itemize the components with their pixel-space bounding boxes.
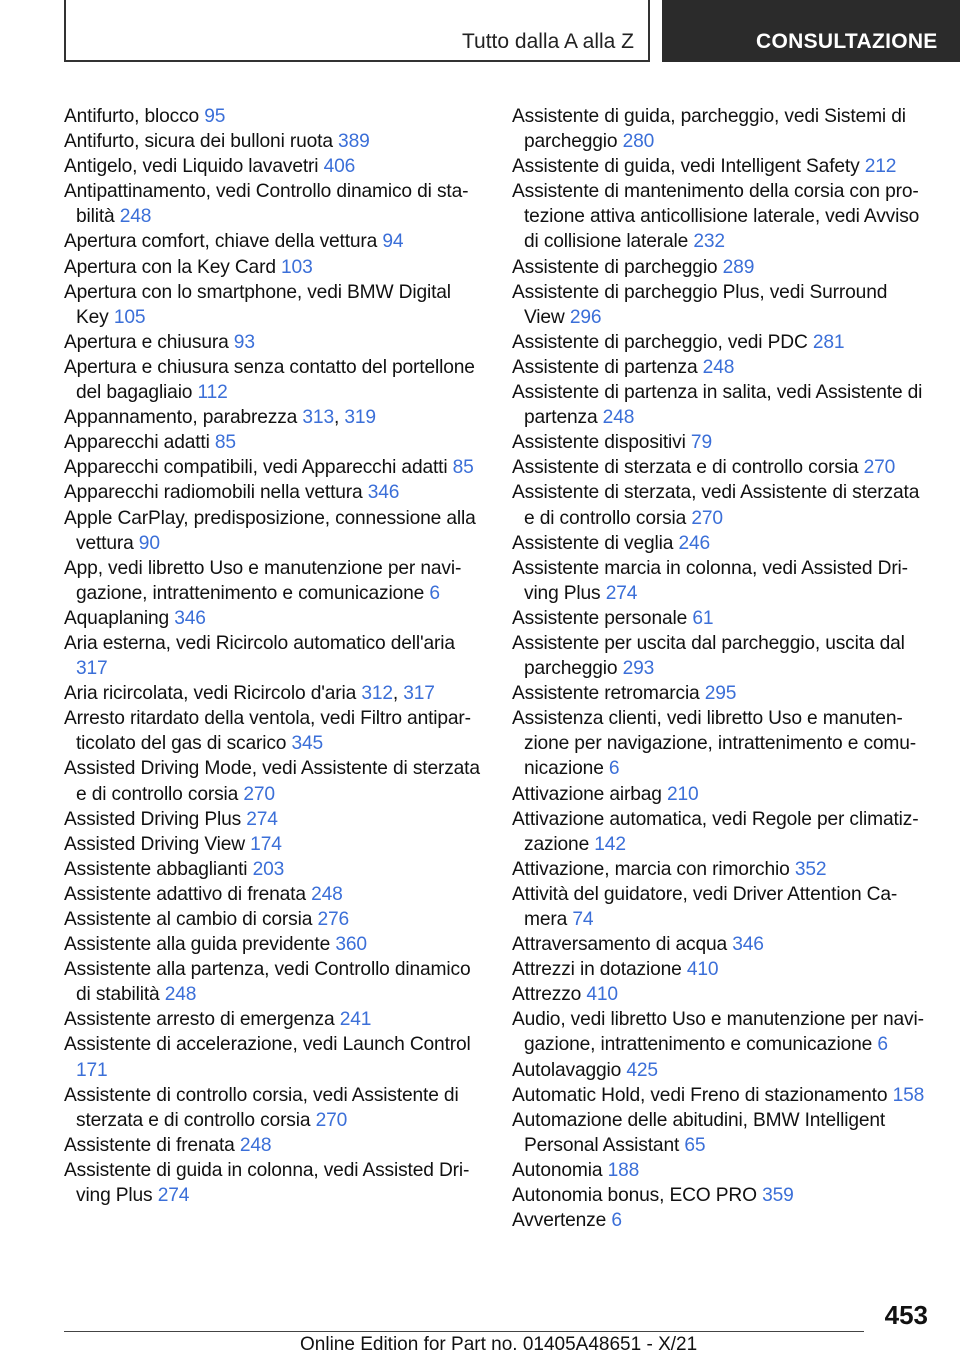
index-entry-text: Assistente marcia in colonna, vedi Assisted Driving Plus (512, 557, 909, 604)
index-entry-text: Antigelo, vedi Liquido lavavetri (64, 156, 319, 178)
page-link[interactable]: 270 (315, 1109, 348, 1131)
index-entry (512, 455, 932, 480)
page-link[interactable]: 359 (762, 1185, 794, 1207)
index-entry (64, 104, 484, 129)
page-link[interactable]: 276 (317, 909, 350, 930)
index-entry-text: Avvertenze (512, 1210, 607, 1232)
index-entry-text: Attrezzo (512, 984, 582, 1006)
index-entry (64, 1032, 484, 1082)
index-entry (64, 1133, 484, 1158)
index-entry-text: Assistente dispositivi (512, 432, 686, 454)
index-entry-text: Assisted Driving Mode, vedi Assistente di sterzata e di controllo corsia (64, 758, 480, 805)
page-link[interactable]: 346 (732, 934, 764, 956)
page-link[interactable]: 174 (250, 833, 282, 855)
index-entry (64, 807, 484, 832)
index-entry (512, 807, 932, 857)
page-link[interactable]: 274 (157, 1185, 190, 1207)
index-entry (64, 556, 484, 606)
page-link[interactable]: 90 (138, 532, 160, 554)
page-link[interactable]: 6 (877, 1034, 888, 1056)
page-link[interactable]: 105 (113, 306, 146, 328)
index-entry (64, 606, 484, 631)
index-entry (512, 179, 932, 254)
index-entry-text: Attività del guidatore, vedi Driver Attention Camera (512, 883, 898, 930)
index-entry-text: Aria esterna, vedi Ricircolo automatico dell'aria (64, 632, 455, 654)
page-link[interactable]: 281 (812, 331, 845, 353)
index-entry-text: Attivazione airbag (512, 783, 662, 805)
index-entry-text: Autonomia (512, 1159, 603, 1181)
index-entry-text: Assistente di partenza (512, 356, 698, 378)
index-entry-text: Automazione delle abitudini, BMW Intelligent Personal Assistant (512, 1109, 886, 1156)
page-link[interactable]: 280 (622, 131, 655, 153)
index-entry (64, 355, 484, 405)
footer-edition: Online Edition for Part no. 01405A48651 - X/21 (300, 1334, 698, 1355)
index-entry-text: Assistente di sterzata e di controllo corsia (512, 457, 859, 479)
index-entry-text: Appannamento, parabrezza (64, 407, 298, 429)
index-entry-text: Assistente alla partenza, vedi Controllo dinamico di stabilità (64, 959, 471, 1006)
index-entry (64, 506, 484, 556)
page-link[interactable]: 248 (164, 984, 197, 1006)
index-entry-text: Assisted Driving View (64, 833, 245, 855)
index-entry (64, 706, 484, 756)
page-link[interactable]: 232 (693, 231, 725, 253)
index-entry (512, 1108, 932, 1158)
page-number: 453 (884, 1300, 928, 1330)
index-entry-text: Aria ricircolata, vedi Ricircolo d'aria (64, 683, 357, 705)
index-entry (64, 957, 484, 1007)
index-entry-text: Antifurto, blocco (64, 106, 200, 127)
index-column-left (64, 104, 484, 1208)
index-entry (64, 154, 484, 179)
page-link[interactable]: 6 (608, 758, 620, 780)
index-entry-text: Assistente adattivo di frenata (64, 883, 306, 905)
page-link[interactable]: 410 (586, 984, 618, 1006)
index-entry (64, 1007, 484, 1032)
index-entry-text: Autonomia bonus, ECO PRO (512, 1185, 757, 1207)
index-entry (64, 280, 484, 330)
index-entry (64, 1158, 484, 1208)
index-entry-text: Assistenza clienti, vedi libretto Uso e manutenzione per navigazione, intrattenimento e comunicazione (512, 708, 917, 780)
page-link[interactable]: 212 (864, 156, 897, 178)
page-link[interactable]: 270 (691, 507, 723, 529)
index-entry (512, 782, 932, 807)
index-entry-text: Assisted Driving Plus (64, 808, 242, 830)
page-link[interactable]: 319 (344, 407, 376, 429)
index-entry (512, 556, 932, 606)
index-entry-text: Assistente per uscita dal parcheggio, uscita dal parcheggio (512, 632, 905, 680)
index-entry (512, 857, 932, 882)
index-entry-text: Apparecchi adatti (64, 432, 210, 454)
chapter-tab[interactable] (662, 0, 960, 62)
index-entry (512, 882, 932, 932)
chapter-tab-label: CONSULTAZIONE (756, 30, 938, 53)
index-entry-text: Aquaplaning (64, 607, 170, 629)
page-link[interactable]: 103 (281, 256, 313, 278)
index-entry (512, 355, 932, 380)
index-entry-text: Assistente di parcheggio Plus, vedi Surround View (512, 281, 888, 328)
index-entry (512, 1158, 932, 1183)
page-link[interactable]: 352 (794, 858, 827, 880)
page-link[interactable]: 142 (594, 833, 626, 855)
index-entry-text: Attivazione automatica, vedi Regole per climatizzazione (512, 808, 919, 855)
page-link[interactable]: 210 (667, 783, 699, 805)
index-entry-text: Assistente di sterzata, vedi Assistente di sterzata e di controllo corsia (512, 482, 920, 529)
index-entry (512, 1058, 932, 1083)
index-entry-text: Assistente di accelerazione, vedi Launch Control (64, 1034, 471, 1056)
index-entry-text: Assistente abbaglianti (64, 858, 248, 880)
index-entry (512, 982, 932, 1007)
index-entry (512, 957, 932, 982)
page-link[interactable]: 85 (214, 432, 236, 454)
page-link[interactable]: 295 (704, 683, 737, 705)
index-entry (512, 606, 932, 631)
index-entry-text: Assistente al cambio di corsia (64, 909, 313, 930)
page-link[interactable]: 74 (572, 909, 594, 930)
page-link[interactable]: 241 (339, 1009, 372, 1031)
index-entry (64, 1083, 484, 1133)
page-link[interactable]: 248 (702, 356, 735, 378)
index-entry-text: Apertura con la Key Card (64, 256, 276, 278)
index-entry: Appannamento, parabrezza 313, 319 (64, 407, 376, 429)
page-link[interactable]: 270 (863, 457, 896, 479)
page-link[interactable]: 248 (311, 883, 343, 905)
index-entry-text: Assistente di parcheggio, vedi PDC (512, 331, 808, 353)
index-entry (64, 882, 484, 907)
index-entry (64, 129, 484, 154)
page-link[interactable]: 289 (722, 256, 755, 278)
index-entry (64, 932, 484, 957)
index-entry-text: Assistente di controllo corsia, vedi Assistente di sterzata e di controllo corsia (64, 1084, 459, 1131)
index-entry (64, 631, 484, 681)
index-entry (64, 857, 484, 882)
page-link[interactable]: 203 (252, 858, 285, 880)
page-link[interactable]: 85 (452, 457, 474, 479)
index-entry-text: Assistente di partenza in salita, vedi Assistente di partenza (512, 382, 923, 429)
index-entry-text: Arresto ritardato della ventola, vedi Filtro antiparticolato del gas di scarico (64, 708, 472, 755)
index-entry-text: Apparecchi radiomobili nella vettura (64, 482, 363, 504)
page-link[interactable]: 389 (338, 131, 370, 153)
page-link[interactable]: 346 (174, 607, 206, 629)
page-link[interactable]: 248 (119, 206, 152, 228)
page-link[interactable]: 79 (690, 432, 712, 454)
index-entry (64, 255, 484, 280)
index-entry (512, 330, 932, 355)
index-entry-text: Assistente di veglia (512, 532, 674, 554)
index-entry-text: App, vedi libretto Uso e manutenzione per navigazione, intrattenimento e comunicazione (64, 557, 462, 604)
index-entry: Aria ricircolata, vedi Ricircolo d'aria 312, 317 (64, 683, 435, 705)
index-entry (64, 455, 484, 480)
page-link[interactable]: 6 (611, 1210, 622, 1232)
page-link[interactable]: 246 (678, 532, 711, 554)
index-entry-text: Audio, vedi libretto Uso e manutenzione per navigazione, intrattenimento e comunicazione (512, 1009, 924, 1056)
page-link[interactable]: 345 (291, 733, 324, 755)
index-entry (512, 706, 932, 781)
index-entry-text: Assistente di guida, vedi Intelligent Safety (512, 156, 860, 178)
page-link[interactable]: 65 (684, 1134, 706, 1156)
page-link[interactable]: 313 (302, 407, 334, 429)
index-entry-text: Apertura con lo smartphone, vedi BMW Digital Key (64, 281, 451, 328)
index-entry-text: Assistente personale (512, 607, 688, 629)
index-entry-text: Autolavaggio (512, 1059, 622, 1081)
index-entry-text: Antifurto, sicura dei bulloni ruota (64, 131, 333, 153)
index-entry (512, 681, 932, 706)
index-entry (64, 907, 484, 932)
header-frame (64, 0, 650, 62)
page-link[interactable]: 274 (246, 808, 278, 830)
index-entry-text: Apertura e chiusura senza contatto del portellone del bagagliaio (64, 356, 475, 404)
index-entry-text: Assistente di guida, parcheggio, vedi Sistemi di parcheggio (512, 106, 906, 153)
index-entry (64, 832, 484, 857)
page-link[interactable]: 112 (197, 382, 228, 404)
index-entry-text: Antipattinamento, vedi Controllo dinamico di stabilità (64, 181, 469, 228)
index-entry (512, 1183, 932, 1208)
page-link[interactable]: 346 (367, 482, 400, 504)
index-entry-text: Assistente di parcheggio (512, 256, 718, 278)
page-link[interactable]: 93 (233, 331, 255, 353)
index-entry (512, 531, 932, 556)
page-link[interactable]: 94 (382, 231, 404, 253)
page-link[interactable]: 248 (602, 407, 635, 429)
page-link[interactable]: 61 (692, 607, 714, 629)
page-link[interactable]: 158 (892, 1084, 925, 1106)
page-link[interactable]: 317 (403, 683, 435, 705)
index-entry-text: Assistente di mantenimento della corsia con protezione attiva anticollisione laterale, vedi Avviso di collisione laterale (512, 181, 920, 253)
index-entry (512, 1208, 932, 1233)
index-entry (512, 154, 932, 179)
index-entry-text: Attivazione, marcia con rimorchio (512, 858, 790, 880)
page-link[interactable]: 95 (204, 106, 226, 127)
index-entry (512, 280, 932, 330)
index-entry (512, 430, 932, 455)
index-entry-text: Apparecchi compatibili, vedi Apparecchi adatti (64, 457, 448, 479)
index-entry-text: Apple CarPlay, predisposizione, connessione alla vettura (64, 507, 476, 554)
footer-divider (64, 1331, 864, 1332)
index-entry-text: Apertura e chiusura (64, 331, 229, 353)
index-entry (64, 229, 484, 254)
index-entry (512, 255, 932, 280)
page-link[interactable]: 296 (569, 306, 602, 328)
page-link[interactable]: 188 (607, 1159, 640, 1181)
page-link[interactable]: 317 (76, 658, 108, 680)
index-column-right (512, 104, 932, 1233)
page-link[interactable]: 360 (335, 934, 367, 956)
index-entry (512, 932, 932, 957)
index-entry-text: Assistente di guida in colonna, vedi Assisted Driving Plus (64, 1159, 470, 1207)
index-entry (512, 104, 932, 154)
index-entry-text: Assistente alla guida previdente (64, 934, 331, 956)
page-link[interactable]: 312 (361, 683, 393, 705)
index-entry (512, 1083, 932, 1108)
index-entry-text: Assistente arresto di emergenza (64, 1009, 335, 1031)
page-link[interactable]: 425 (626, 1059, 658, 1081)
index-entry (64, 756, 484, 806)
index-entry-text: Automatic Hold, vedi Freno di stazionamento (512, 1084, 888, 1106)
index-entry (64, 480, 484, 505)
page-link[interactable]: 293 (622, 658, 655, 680)
index-entry-text: Assistente retromarcia (512, 683, 700, 705)
page-link[interactable]: 274 (605, 582, 638, 604)
index-entry (512, 631, 932, 681)
index-entry (64, 330, 484, 355)
page-link[interactable]: 6 (429, 582, 440, 604)
page-link[interactable]: 406 (323, 156, 356, 178)
index-entry (512, 380, 932, 430)
page-link[interactable]: 171 (76, 1059, 108, 1081)
index-entry-text: Assistente di frenata (64, 1134, 235, 1156)
page-link[interactable]: 248 (239, 1134, 272, 1156)
index-entry (512, 1007, 932, 1057)
page-link[interactable]: 270 (243, 783, 275, 805)
index-entry (64, 430, 484, 455)
index-entry (512, 480, 932, 530)
index-entry (64, 179, 484, 229)
index-entry-text: Apertura comfort, chiave della vettura (64, 231, 378, 253)
section-title: Tutto dalla A alla Z (462, 30, 634, 53)
page-link[interactable]: 410 (686, 959, 719, 981)
index-entry-text: Attrezzi in dotazione (512, 959, 682, 981)
index-entry-text: Attraversamento di acqua (512, 934, 728, 956)
